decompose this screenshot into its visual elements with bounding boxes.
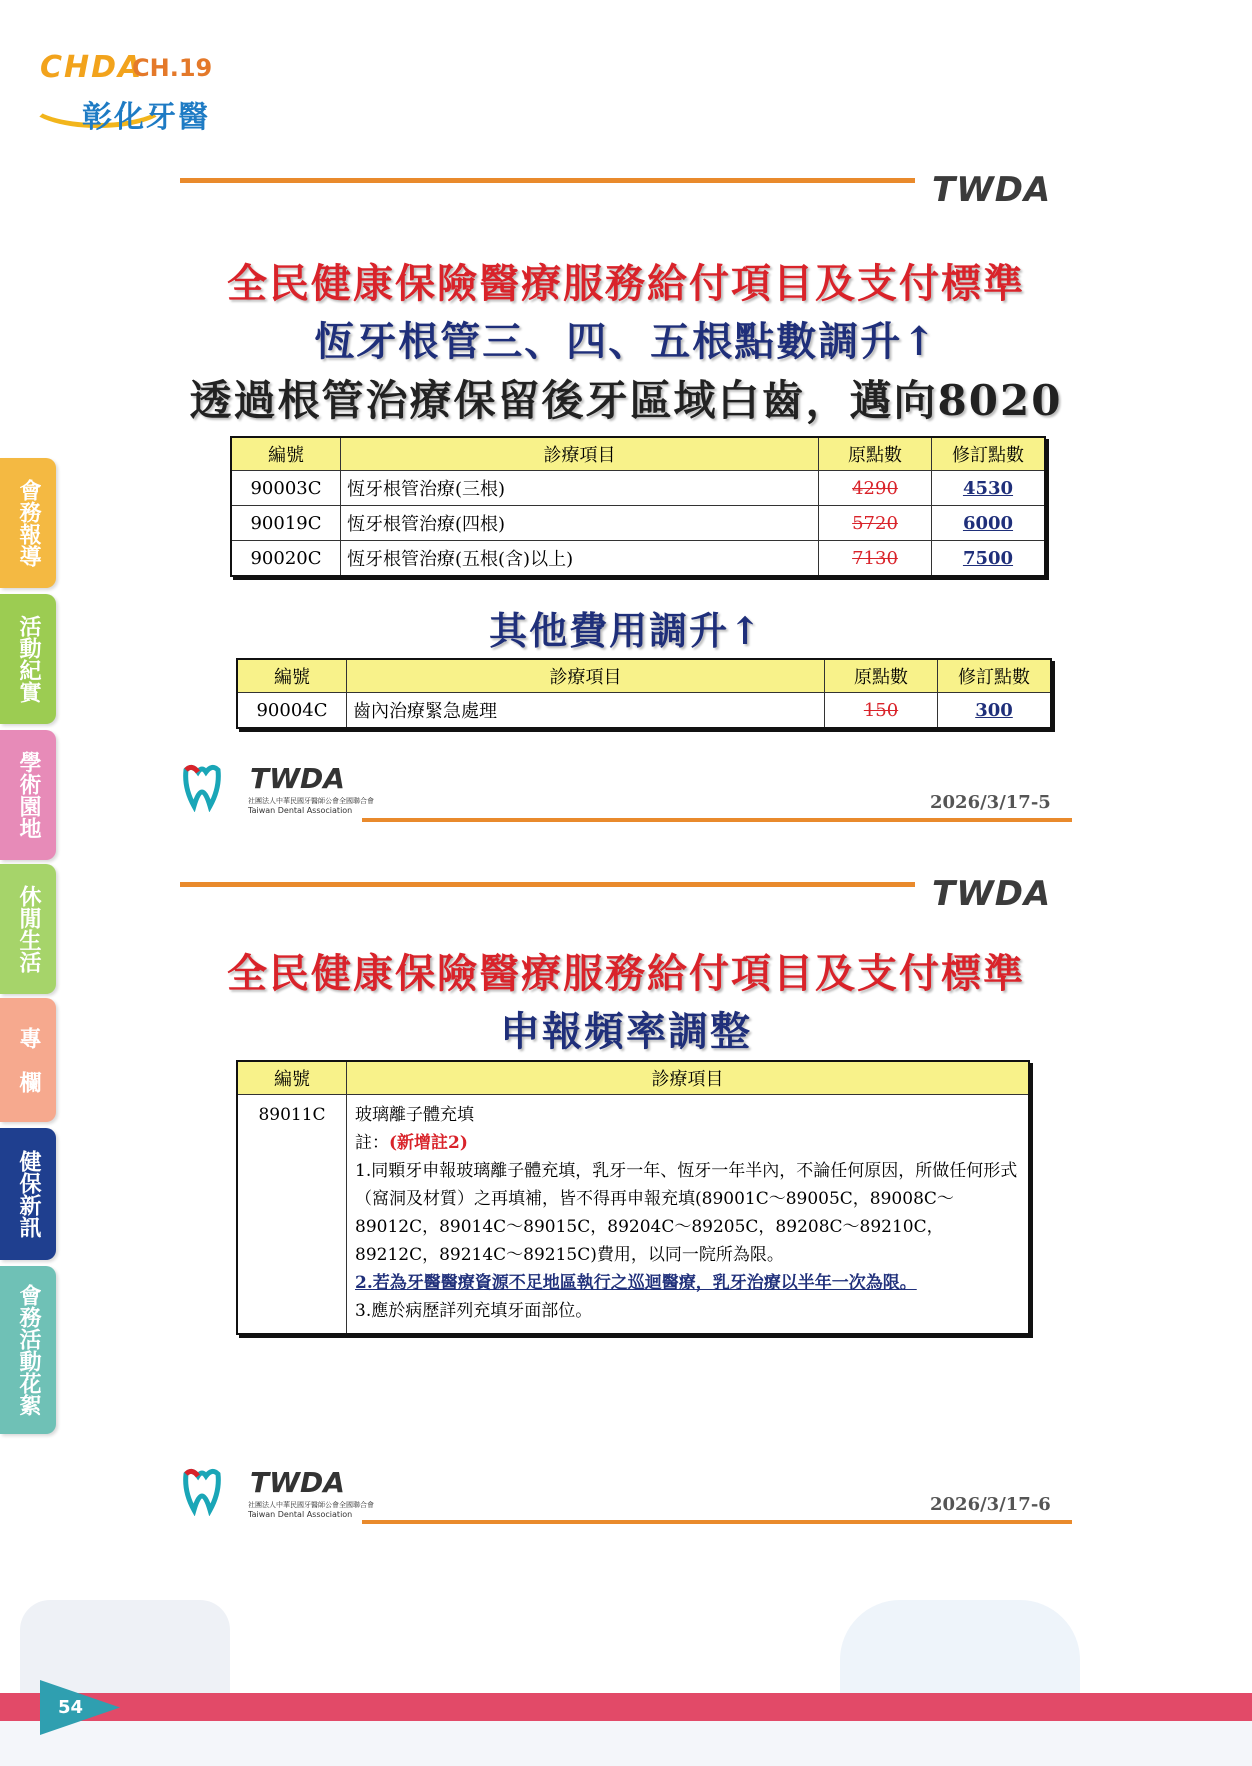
row-old-points: 5720 bbox=[819, 506, 932, 541]
slide1-date: 2026/3/17-5 bbox=[930, 792, 1051, 813]
row-item: 恆牙根管治療(三根) bbox=[341, 471, 819, 506]
slide1-brand: TWDA bbox=[932, 170, 1052, 210]
row-code: 89011C bbox=[237, 1095, 347, 1335]
twda-tooth-logo-icon bbox=[182, 762, 222, 812]
slide2-footer-org-en: Taiwan Dental Association bbox=[248, 1510, 353, 1519]
note-new-tag: (新增註2) bbox=[389, 1133, 468, 1153]
note-1: 1.同顆牙申報玻璃離子體充填，乳牙一年、恆牙一年半內，不論任何原因，所做任何形式（窩洞及材質）之再填補，皆不得再申報充填(89001C～89005C，89008C～89012C，89014C～89015C，89204C～89205C，89208C～89210C，89212C，89214C～89215C)費用，以同一院所為限。 bbox=[355, 1161, 1018, 1265]
row-old-points: 7130 bbox=[819, 541, 932, 577]
side-tab-label: 休閒生活 bbox=[16, 885, 41, 973]
side-tab-label: 專 欄 bbox=[16, 1027, 41, 1093]
slide2-title-red: 全民健康保險醫療服務給付項目及支付標準 bbox=[227, 950, 1025, 997]
table-header-row bbox=[237, 1061, 1029, 1095]
other-fee-table bbox=[236, 658, 1052, 729]
table-row bbox=[231, 471, 1045, 506]
slide1-top-line bbox=[180, 178, 915, 183]
col-old-points: 原點數 bbox=[819, 437, 932, 471]
row-code: 90020C bbox=[231, 541, 341, 577]
row-new-points: 300 bbox=[938, 693, 1052, 729]
slide1-footer-org: 社團法人中華民國牙醫師公會全國聯合會 bbox=[248, 797, 374, 805]
slide2-footer-org: 社團法人中華民國牙醫師公會全國聯合會 bbox=[248, 1501, 374, 1509]
side-tab-gallery[interactable] bbox=[0, 1266, 56, 1434]
row-item: 齒內治療緊急處理 bbox=[347, 693, 825, 729]
col-new-points: 修訂點數 bbox=[932, 437, 1046, 471]
frequency-adjust-table bbox=[236, 1060, 1030, 1335]
side-tab-label: 學術園地 bbox=[16, 751, 41, 839]
table-row bbox=[231, 541, 1045, 577]
slide2-date: 2026/3/17-6 bbox=[930, 1494, 1051, 1515]
row-old-points: 4290 bbox=[819, 471, 932, 506]
slide1-footer-brand: TWDA bbox=[250, 762, 345, 795]
side-tab-label: 活動紀實 bbox=[16, 615, 41, 703]
col-item: 診療項目 bbox=[347, 659, 825, 693]
slide2-title-blue: 申報頻率調整 bbox=[500, 1008, 752, 1055]
note-2: 2.若為牙醫醫療資源不足地區執行之巡迴醫療，乳牙治療以半年一次為限。 bbox=[355, 1273, 917, 1293]
slide1-title-blue: 恆牙根管三、四、五根點數調升↑ bbox=[314, 318, 938, 365]
col-item: 診療項目 bbox=[347, 1061, 1030, 1095]
side-tab-label: 會務報導 bbox=[16, 479, 41, 567]
bottom-base bbox=[0, 1721, 1252, 1766]
table-row bbox=[237, 1095, 1029, 1335]
side-tab-health-news[interactable] bbox=[0, 1128, 56, 1260]
col-code: 編號 bbox=[237, 659, 347, 693]
logo-main-text: CHDA bbox=[40, 50, 144, 85]
row-old-points: 150 bbox=[825, 693, 938, 729]
twda-tooth-logo-icon bbox=[182, 1466, 222, 1516]
note-label: 註： bbox=[355, 1133, 389, 1153]
note-3: 3.應於病歷詳列充填牙面部位。 bbox=[355, 1301, 593, 1321]
side-tab-meeting-report[interactable] bbox=[0, 458, 56, 588]
row-code: 90019C bbox=[231, 506, 341, 541]
side-tab-label: 會務活動花絮 bbox=[16, 1284, 41, 1416]
slide2-footer-line bbox=[362, 1520, 1072, 1524]
row-item: 玻璃離子體充填 bbox=[355, 1105, 474, 1125]
slide2-footer-brand: TWDA bbox=[250, 1466, 345, 1499]
logo-chapter: CH.19 bbox=[132, 54, 213, 82]
slide1-footer-org-en: Taiwan Dental Association bbox=[248, 806, 353, 815]
magazine-logo bbox=[20, 40, 220, 150]
logo-subtitle: 彰化牙醫 bbox=[82, 100, 210, 135]
table-header-row bbox=[237, 659, 1051, 693]
col-old-points: 原點數 bbox=[825, 659, 938, 693]
slide2-top-line bbox=[180, 882, 915, 887]
slide1-title-black: 透過根管治療保留後牙區域白齒，邁向8020 bbox=[189, 376, 1063, 425]
note-heading bbox=[355, 1129, 1020, 1157]
page-number: 54 bbox=[58, 1697, 84, 1718]
row-new-points: 4530 bbox=[932, 471, 1046, 506]
row-item: 恆牙根管治療(四根) bbox=[341, 506, 819, 541]
row-item: 恆牙根管治療(五根(含)以上) bbox=[341, 541, 819, 577]
slide1-subtitle-other-fees: 其他費用調升↑ bbox=[489, 608, 763, 653]
table-header-row bbox=[231, 437, 1045, 471]
side-tab-academic[interactable] bbox=[0, 730, 56, 860]
col-code: 編號 bbox=[231, 437, 341, 471]
row-new-points: 6000 bbox=[932, 506, 1046, 541]
doctors-illustration bbox=[840, 1600, 1080, 1700]
slide1-footer-line bbox=[362, 818, 1072, 822]
side-tab-label: 健保新訊 bbox=[16, 1150, 41, 1238]
root-canal-fee-table bbox=[230, 436, 1046, 577]
row-code: 90004C bbox=[237, 693, 347, 729]
table-row bbox=[231, 506, 1045, 541]
row-new-points: 7500 bbox=[932, 541, 1046, 577]
slide2-brand: TWDA bbox=[932, 874, 1052, 914]
col-item: 診療項目 bbox=[341, 437, 819, 471]
col-code: 編號 bbox=[237, 1061, 347, 1095]
slide1-title-red: 全民健康保險醫療服務給付項目及支付標準 bbox=[227, 260, 1025, 307]
row-code: 90003C bbox=[231, 471, 341, 506]
bottom-bar bbox=[0, 1693, 1252, 1721]
col-new-points: 修訂點數 bbox=[938, 659, 1052, 693]
table-row bbox=[237, 693, 1051, 729]
row-detail bbox=[347, 1095, 1030, 1335]
